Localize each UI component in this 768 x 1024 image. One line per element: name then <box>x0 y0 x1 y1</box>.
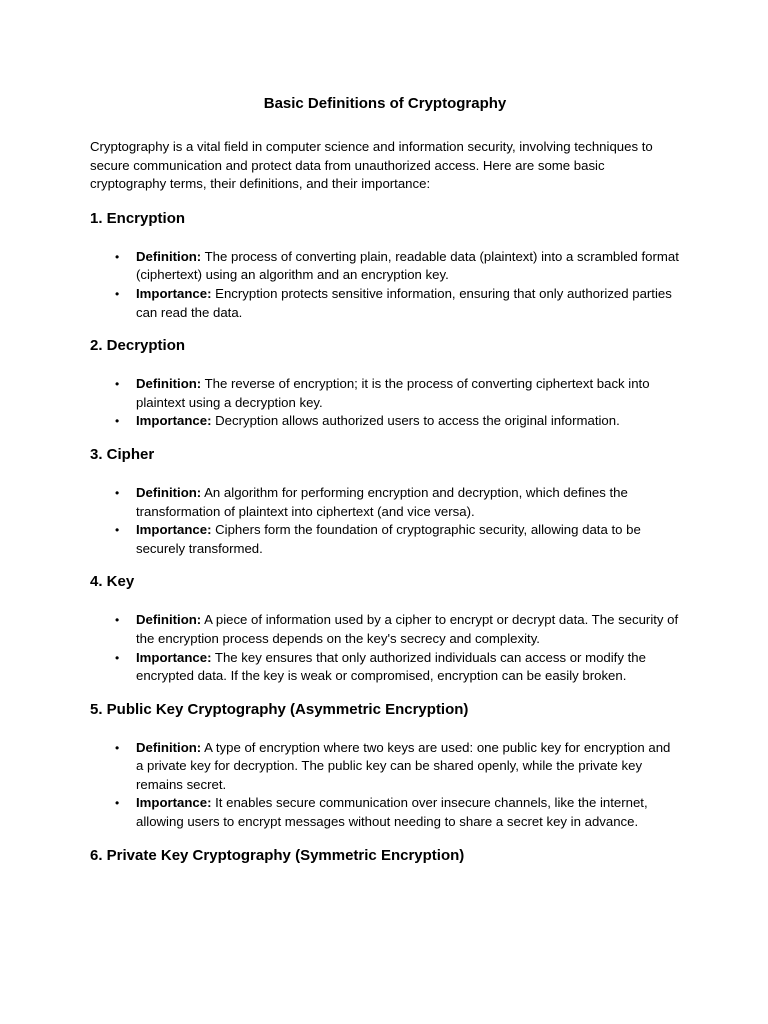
importance-label: Importance: <box>136 649 212 665</box>
bullet-list <box>90 484 680 558</box>
bullet-icon: • <box>115 523 120 538</box>
bullet-icon: • <box>115 650 120 665</box>
bullet-icon: • <box>115 796 120 811</box>
definition-label: Definition: <box>136 484 202 500</box>
definition-text: The reverse of encryption; it is the process of converting ciphertext back into plaintext using a decryption key. <box>136 376 650 410</box>
list-item <box>90 412 680 431</box>
definition-label: Definition: <box>136 248 202 264</box>
importance-text: Ciphers form the foundation of cryptographic security, allowing data to be securely transformed. <box>136 522 641 556</box>
bullet-list <box>90 739 680 832</box>
bullet-icon: • <box>115 485 120 500</box>
importance-text: The key ensures that only authorized individuals can access or modify the encrypted data. If the key is weak or compromised, encryption can be easily broken. <box>136 649 646 684</box>
definition-text: A piece of information used by a cipher to encrypt or decrypt data. The security of the encryption process depends on the key's secrecy and complexity. <box>136 612 679 646</box>
list-item <box>90 248 680 285</box>
bullet-icon: • <box>115 286 120 301</box>
section-heading: 5. Public Key Cryptography (Asymmetric Encryption) <box>90 700 469 718</box>
list-item <box>90 521 680 558</box>
intro-paragraph: Cryptography is a vital field in computer science and information security, involving techniques to secure communication and protect data from unauthorized access. Here are some basic cryptography terms, their definitions, and their importance: <box>90 139 653 192</box>
section-decryption <box>90 335 680 431</box>
definition-label: Definition: <box>136 376 202 392</box>
section-heading: 2. Decryption <box>90 337 186 355</box>
definition-label: Definition: <box>136 612 202 628</box>
bullet-list <box>90 611 680 685</box>
section-heading: 3. Cipher <box>90 445 155 463</box>
list-item <box>90 794 680 831</box>
list-item <box>90 739 680 795</box>
section-encryption <box>90 208 680 322</box>
importance-text: Decryption allows authorized users to access the original information. <box>211 413 620 429</box>
importance-label: Importance: <box>136 795 212 811</box>
list-item <box>90 611 680 648</box>
definition-text: The process of converting plain, readable data (plaintext) into a scrambled format (ciphertext) using an algorithm and an encryption key. <box>136 248 679 283</box>
importance-label: Importance: <box>136 285 212 301</box>
section-heading: 1. Encryption <box>90 209 186 227</box>
document-title: Basic Definitions of Cryptography <box>263 95 507 112</box>
list-item <box>90 649 680 686</box>
importance-label: Importance: <box>136 413 212 429</box>
importance-text: It enables secure communication over insecure channels, like the internet, allowing users to encrypt messages without needing to share a secret key in advance. <box>136 795 648 830</box>
bullet-icon: • <box>115 740 120 755</box>
section-public-key-cryptography <box>90 699 680 832</box>
bullet-icon: • <box>115 377 120 392</box>
bullet-icon: • <box>115 414 120 429</box>
importance-text: Encryption protects sensitive information, ensuring that only authorized parties can read the data. <box>136 285 672 320</box>
definition-text: An algorithm for performing encryption and decryption, which defines the transformation of plaintext into ciphertext (and vice versa). <box>136 484 628 519</box>
section-key <box>90 571 680 685</box>
list-item <box>90 285 680 322</box>
section-cipher <box>90 444 680 558</box>
section-heading: 6. Private Key Cryptography (Symmetric Encryption) <box>90 846 465 864</box>
list-item <box>90 484 680 521</box>
definition-label: Definition: <box>136 739 202 755</box>
importance-label: Importance: <box>136 522 212 538</box>
section-private-key-cryptography <box>90 845 680 867</box>
bullet-list <box>90 248 680 322</box>
definition-text: A type of encryption where two keys are used: one public key for encryption and a private key for decryption. The public key can be shared openly, while the private key remains secret. <box>136 739 671 792</box>
list-item <box>90 375 680 412</box>
bullet-list <box>90 375 680 431</box>
bullet-icon: • <box>115 249 120 264</box>
bullet-icon: • <box>115 613 120 628</box>
section-heading: 4. Key <box>90 573 135 591</box>
